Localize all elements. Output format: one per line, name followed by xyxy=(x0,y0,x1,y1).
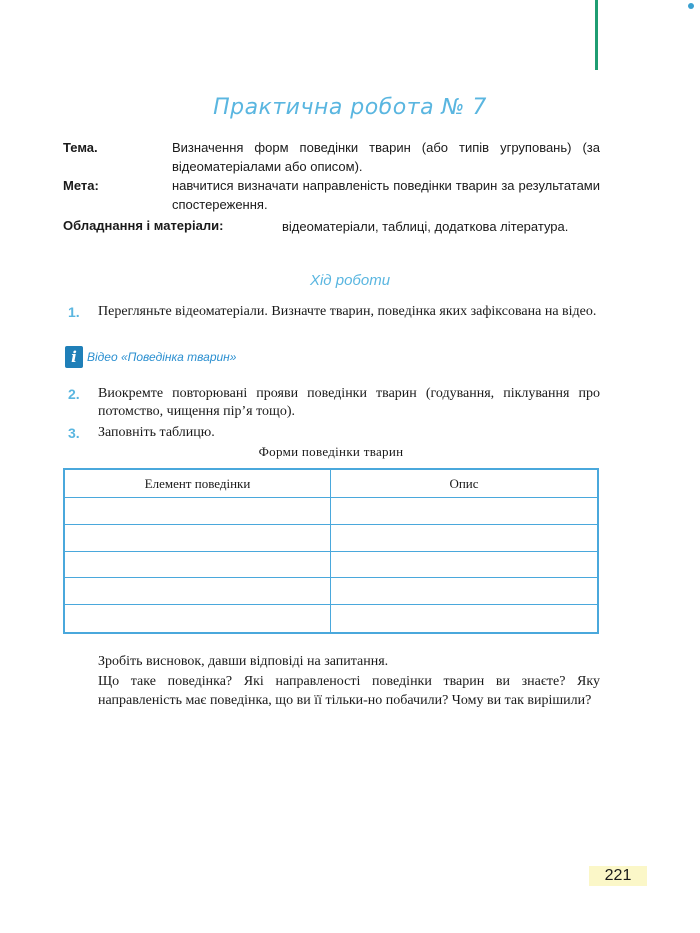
table-cell[interactable] xyxy=(331,578,597,605)
table-cell[interactable] xyxy=(65,578,331,605)
table-cell[interactable] xyxy=(65,605,331,632)
video-link-label[interactable]: Відео «Поведінка тварин» xyxy=(87,350,237,364)
step-1 xyxy=(68,303,600,321)
step-number: 3. xyxy=(68,425,80,441)
table-cell[interactable] xyxy=(331,498,597,525)
topic-label: Тема. xyxy=(63,140,98,155)
step-number: 2. xyxy=(68,386,80,402)
step-text: Перегляньте відеоматеріали. Визначте тварин, поведінка яких зафіксована на відео. xyxy=(98,304,597,319)
publisher-logo-icon xyxy=(688,3,694,9)
step-number: 1. xyxy=(68,304,80,320)
table-cell[interactable] xyxy=(331,605,597,632)
table-cell[interactable] xyxy=(65,498,331,525)
table-cell[interactable] xyxy=(331,525,597,552)
goal-text: навчитися визначати направленість поведінки тварин за результатами спостереження. xyxy=(172,178,600,212)
procedure-heading: Хід роботи xyxy=(309,272,391,289)
equipment-text: відеоматеріали, таблиці, додаткова література. xyxy=(282,219,569,234)
page-number: 221 xyxy=(589,866,647,886)
step-3 xyxy=(68,424,600,442)
step-text: Виокремте повторювані прояви поведінки тварин (годування, піклування про потомство, чищення пір’я тощо). xyxy=(98,386,600,419)
step-text: Заповніть таблицю. xyxy=(98,425,215,440)
topic-text: Визначення форм поведінки тварин (або типів угруповань) (за відеоматеріалами або описом). xyxy=(172,140,600,174)
step-2 xyxy=(68,385,600,421)
page-title: Практична робота № 7 xyxy=(213,95,487,120)
equipment-label: Обладнання і матеріали: xyxy=(63,218,224,233)
margin-rule xyxy=(595,0,598,70)
table-cell[interactable] xyxy=(65,525,331,552)
info-icon: i xyxy=(65,346,83,368)
behavior-table xyxy=(63,468,599,634)
goal-label: Мета: xyxy=(63,178,99,193)
table-header-description: Опис xyxy=(331,470,597,498)
table-cell[interactable] xyxy=(331,552,597,579)
conclusion-intro: Зробіть висновок, давши відповіді на запитання. xyxy=(98,654,389,669)
table-cell[interactable] xyxy=(65,552,331,579)
conclusion-questions: Що таке поведінка? Які направленості поведінки тварин ви знаєте? Яку направленість має поведінка, що ви її тільки-но побачили? Чому ви так вирішили? xyxy=(98,674,600,708)
table-header-element: Елемент поведінки xyxy=(65,470,331,498)
table-caption: Форми поведінки тварин xyxy=(258,444,404,459)
video-link[interactable] xyxy=(65,346,236,368)
